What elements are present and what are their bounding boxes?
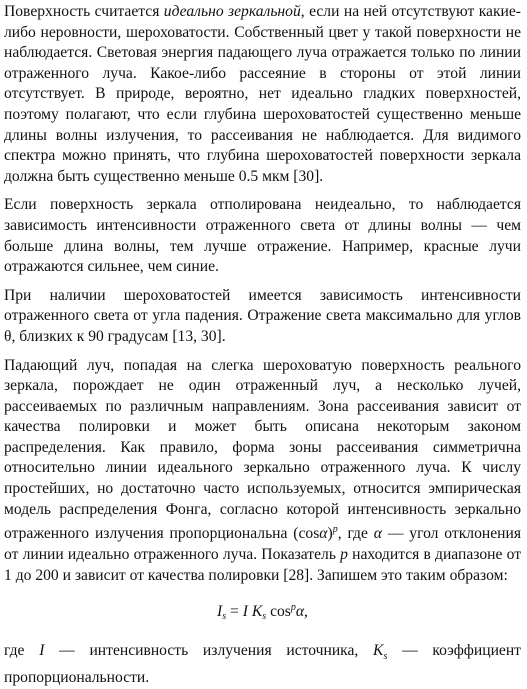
p4-p-symbol: p [340, 546, 348, 564]
p5-k-sub: s [383, 651, 388, 663]
p1-emphasis: идеально зеркальной [163, 3, 301, 20]
p4-paren: ) [327, 525, 333, 543]
formula-equals: = [226, 603, 243, 621]
p5-i-symbol: I [39, 642, 45, 660]
p4-text-a: Падающий луч, попадая на слегка шероховатую поверхность реального зеркала, порождает не один отраженный луч, а несколько лучей, рассеиваемых по различным направлениям. Зона рассеивания зависит от качества полировки и может быть описана некоторым законом распределения. Как правило, форма зоны рассеивания симметрична относительно линии идеального зеркально отраженного луча. К числу простейших, но достаточно часто используемых, относится эмпирическая модель распределения Фонга, согласно которой интенсивность зеркально отраженного излучения пропорциональна (cos [4, 356, 521, 543]
formula-cos: cos [266, 603, 291, 621]
p5-text-c: — коэффициент пропорциональности. [4, 642, 521, 686]
p4-text-b: , где [337, 525, 374, 543]
formula-alpha: α [295, 603, 305, 621]
paragraph-wavelength: Если поверхность зеркала отполирована неидеально, то наблюдается зависимость интенсивности отраженного света от длины волны — чем больше длина волны, тем лучше отражение. Например, красные лучи отражаются сильнее, чем синие. [4, 196, 521, 276]
phong-formula [4, 598, 521, 627]
formula-lhs: I [217, 603, 223, 621]
p5-text-b: — интенсивность излучения источника, [44, 642, 374, 660]
p4-text-d: находится в диапазоне от 1 до 200 и зависит от качества полировки [28]. Запишем это таким образом: [4, 546, 522, 584]
p1-text-b: , если на ней отсутствуют какие-либо неровности, шероховатости. Собственный цвет у такой поверхности не наблюдается. Световая энергия падающего луча отражается только по линии отраженного луча. Какое-либо рассеяние в стороны от этой линии отсутствует. В природе, вероятно, нет идеально гладких поверхностей, поэтому полагают, что если глубина шероховатостей существенно меньше длины волны излучения, то рассеивания не наблюдается. Для видимого спектра можно принять, что глубина шероховатостей поверхности зеркала должна быть существенно меньше 0.5 мкм [30]. [4, 3, 521, 185]
paragraph-ideal-mirror [4, 2, 521, 187]
p4-alpha-2: α [373, 525, 382, 543]
p5-k-symbol: K [373, 642, 384, 660]
p1-text-a: Поверхность считается [4, 3, 164, 20]
formula-exponent: p [290, 602, 296, 614]
paragraph-definitions [4, 641, 521, 688]
formula-i: I [242, 603, 248, 621]
p4-alpha: α [319, 525, 328, 543]
formula-lhs-sub: s [222, 611, 227, 623]
paragraph-incidence-angle: При наличии шероховатостей имеется зависимость интенсивности отраженного света от угла падения. Отражение света максимально для углов θ, близких к 90 градусам [13, 30]. [4, 286, 521, 345]
formula-k-sub: s [262, 611, 267, 623]
p5-text-a: где [4, 642, 40, 660]
formula-comma: , [304, 603, 308, 621]
document-page [4, 2, 521, 689]
p4-exponent: p [332, 524, 338, 536]
p4-text-c: — угол отклонения от линии идеально отраженного луча. Показатель [4, 525, 522, 564]
formula-k: K [247, 603, 263, 621]
paragraph-phong-model [4, 356, 521, 587]
